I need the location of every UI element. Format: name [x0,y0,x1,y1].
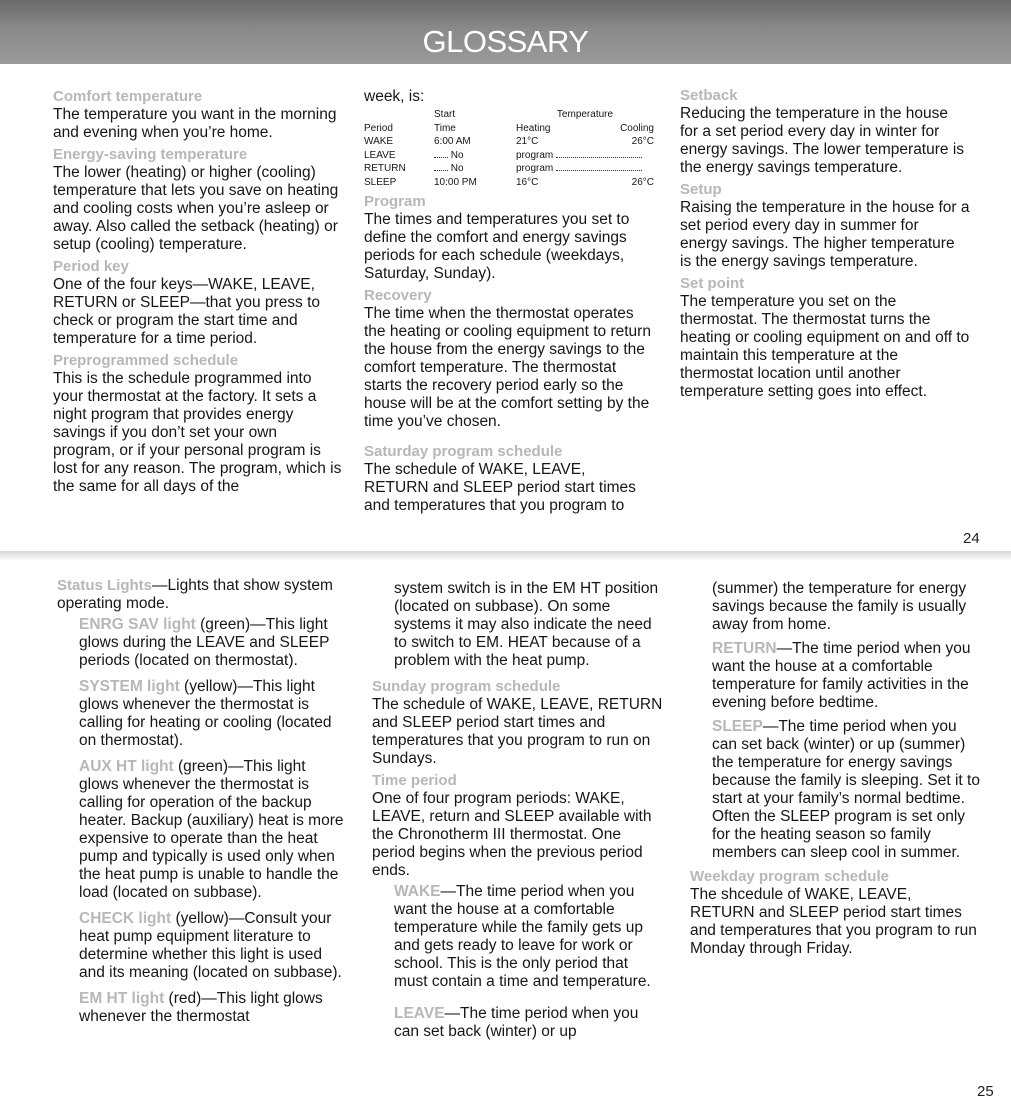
row-heating: program [516,149,554,161]
glossary-entry [364,193,654,283]
row-heating: program [516,163,554,174]
item-text: (yellow)—This light glows whenever the thermostat is calling for heating or cooling (located on thermostat). [79,678,332,749]
glossary-entry [690,868,980,958]
term-definition: The lower (heating) or higher (cooling) temperature that lets you save on heating and cooling costs when you’re asleep or away. Also called the setback (heating) or setup (cooling) temperature. [53,164,339,253]
row-period: RETURN [364,163,406,174]
row-heating: 21°C [516,136,539,147]
term-definition: One of four program periods: WAKE, LEAVE, return and SLEEP available with the Chronotherm III thermostat. One period begins when the previous period ends. [372,790,652,879]
term-heading: Energy-saving temperature [53,146,248,163]
term-heading: Time period [372,772,457,789]
item-text: (green)—This light glows whenever the thermostat is calling for operation of the backup heater. Backup (auxiliary) heat is more expensive to operate than the heat pump and typically is used only when the heat pump is unable to handle the load (located on subbase). [79,758,344,901]
term-heading: Set point [680,275,745,292]
continued-text: (summer) the temperature for energy savings because the family is usually away from home. [712,580,967,633]
item-label: WAKE [394,883,441,900]
status-light-item [57,910,347,982]
table-head-period: Period [364,122,393,134]
table-head-start: Start [434,109,456,120]
term-heading: Recovery [364,287,432,304]
glossary-entry [53,352,343,496]
glossary-entry [372,772,664,880]
table-row [364,135,654,149]
glossary-entry [53,88,343,142]
page-number-bottom: 25 [977,1083,994,1100]
item-text: (red)—This light glows whenever the thermostat [79,990,323,1025]
item-text: —The time period when you can set back (winter) or up [394,1005,639,1040]
term-definition: —Lights that show system operating mode. [57,577,333,612]
week-intro: week, is: [364,88,425,105]
glossary-entry [680,87,970,177]
item-label: SYSTEM light [79,678,180,695]
term-heading: Setback [680,87,738,104]
item-label: EM HT light [79,990,165,1007]
glossary-entry [364,443,654,515]
term-heading: Sunday program schedule [372,678,561,695]
table-head-time: Time [434,122,456,134]
item-label: RETURN [712,640,777,657]
table-head-temperature: Temperature [556,109,614,120]
continued-text: system switch is in the EM HT position (located on subbase). On some systems it may also indicate the need to switch to EM. HEAT because of a problem with the heat pump. [394,580,659,669]
item-text: —The time period when you can set back (winter) or up (summer) the temperature for energy savings because the family is sleeping. Set it to start at your family’s normal bedtime. Often the SLEEP program is set only for the heating season so family members can sleep cool in summer. [712,718,980,861]
term-heading: Program [364,193,426,210]
term-heading: Weekday program schedule [690,868,889,885]
glossary-entry [53,146,343,254]
term-definition: The time when the thermostat operates the heating or cooling equipment to return the house from the energy savings to the comfort temperature. The thermostat starts the recovery period early so the house will be at the comfort setting by the time you’ve chosen. [364,305,651,430]
term-definition: The shcedule of WAKE, LEAVE, RETURN and SLEEP period start times and temperatures that you program to run Monday through Friday. [690,886,977,957]
row-heating: 16°C [516,176,539,188]
top-column-2 [364,88,654,519]
time-period-item [690,640,980,712]
bottom-column-1 [57,577,347,1026]
table-head-cooling: Cooling [620,122,654,134]
row-time: 6:00 AM [434,136,471,147]
table-head-heating: Heating [516,122,551,134]
item-text: —The time period when you want the house at a comfortable temperature while the family gets up and gets ready to leave for work or school. This is the only period that must contain a time and temperature. [394,883,651,990]
time-period-item [690,718,980,862]
item-label: LEAVE [394,1005,445,1022]
top-column-3 [680,87,970,405]
row-time: No [450,149,464,161]
bottom-column-2 [372,580,664,1041]
item-label: SLEEP [712,718,763,735]
glossary-header-bar [0,0,1011,64]
table-row [364,149,654,163]
page-title: GLOSSARY [422,24,589,59]
glossary-entry [53,258,343,348]
item-text: —The time period when you want the house at a comfortable temperature for family activities in the evening before bedtime. [712,640,971,711]
glossary-entry [680,181,970,271]
table-row [364,176,654,190]
term-definition: The temperature you set on the thermostat. The thermostat turns the heating or cooling equipment on and off to maintain this temperature at the thermostat location until another temperature setting goes into effect. [680,293,970,400]
glossary-entry [372,678,664,768]
page-number-top: 24 [963,530,980,547]
table-row [364,162,654,176]
status-light-item [57,758,347,902]
row-time: 10:00 PM [434,176,477,188]
item-text: (green)—This light glows during the LEAVE and SLEEP periods (located on thermostat). [79,616,330,669]
top-column-1 [53,88,343,500]
term-heading: Status Lights [57,577,153,594]
row-cooling: 26°C [631,136,654,147]
term-definition: One of the four keys—WAKE, LEAVE, RETURN or SLEEP—that you press to check or program the start time and temperature for a time period. [53,276,321,347]
time-period-item [372,883,664,991]
term-definition: Reducing the temperature in the house for a set period every day in winter for energy savings. The lower temperature is the energy savings temperature. [680,105,965,176]
item-text: (yellow)—Consult your heat pump equipment literature to determine whether this light is used and its meaning (located on subbase). [79,910,342,981]
status-light-item [57,990,347,1026]
item-label: ENRG SAV light [79,616,196,633]
row-period: LEAVE [364,149,396,161]
row-time: No [450,163,464,174]
time-period-item [372,1005,664,1041]
term-definition: The schedule of WAKE, LEAVE, RETURN and SLEEP period start times and temperatures that you program to [364,461,636,514]
status-light-item [57,678,347,750]
term-heading: Preprogrammed schedule [53,352,239,369]
item-label: AUX HT light [79,758,174,775]
item-label: CHECK light [79,910,172,927]
term-heading: Setup [680,181,722,198]
term-heading: Period key [53,258,129,275]
page-divider [0,551,1011,561]
row-period: WAKE [364,136,394,147]
term-heading: Saturday program schedule [364,443,563,460]
glossary-entry [57,577,347,613]
term-heading: Comfort temperature [53,88,203,105]
row-cooling: 26°C [631,176,654,188]
preprogrammed-schedule-table [364,108,654,189]
term-definition: The times and temperatures you set to define the comfort and energy savings periods for each schedule (weekdays, Saturday, Sunday). [364,211,630,282]
status-light-item [57,616,347,670]
glossary-entry [364,287,654,431]
row-period: SLEEP [364,176,397,188]
term-definition: This is the schedule programmed into your thermostat at the factory. It sets a night program that provides energy savings if you don’t set your own program, or if your personal program is lost for any reason. The program, which is the same for all days of the [53,370,342,495]
glossary-entry [680,275,970,401]
term-definition: The temperature you want in the morning and evening when you’re home. [53,106,337,141]
term-definition: Raising the temperature in the house for a set period every day in summer for energy savings. The higher temperature is the energy savings temperature. [680,199,970,270]
bottom-column-3 [690,580,980,962]
term-definition: The schedule of WAKE, LEAVE, RETURN and SLEEP period start times and temperatures that you program to run on Sundays. [372,696,663,767]
